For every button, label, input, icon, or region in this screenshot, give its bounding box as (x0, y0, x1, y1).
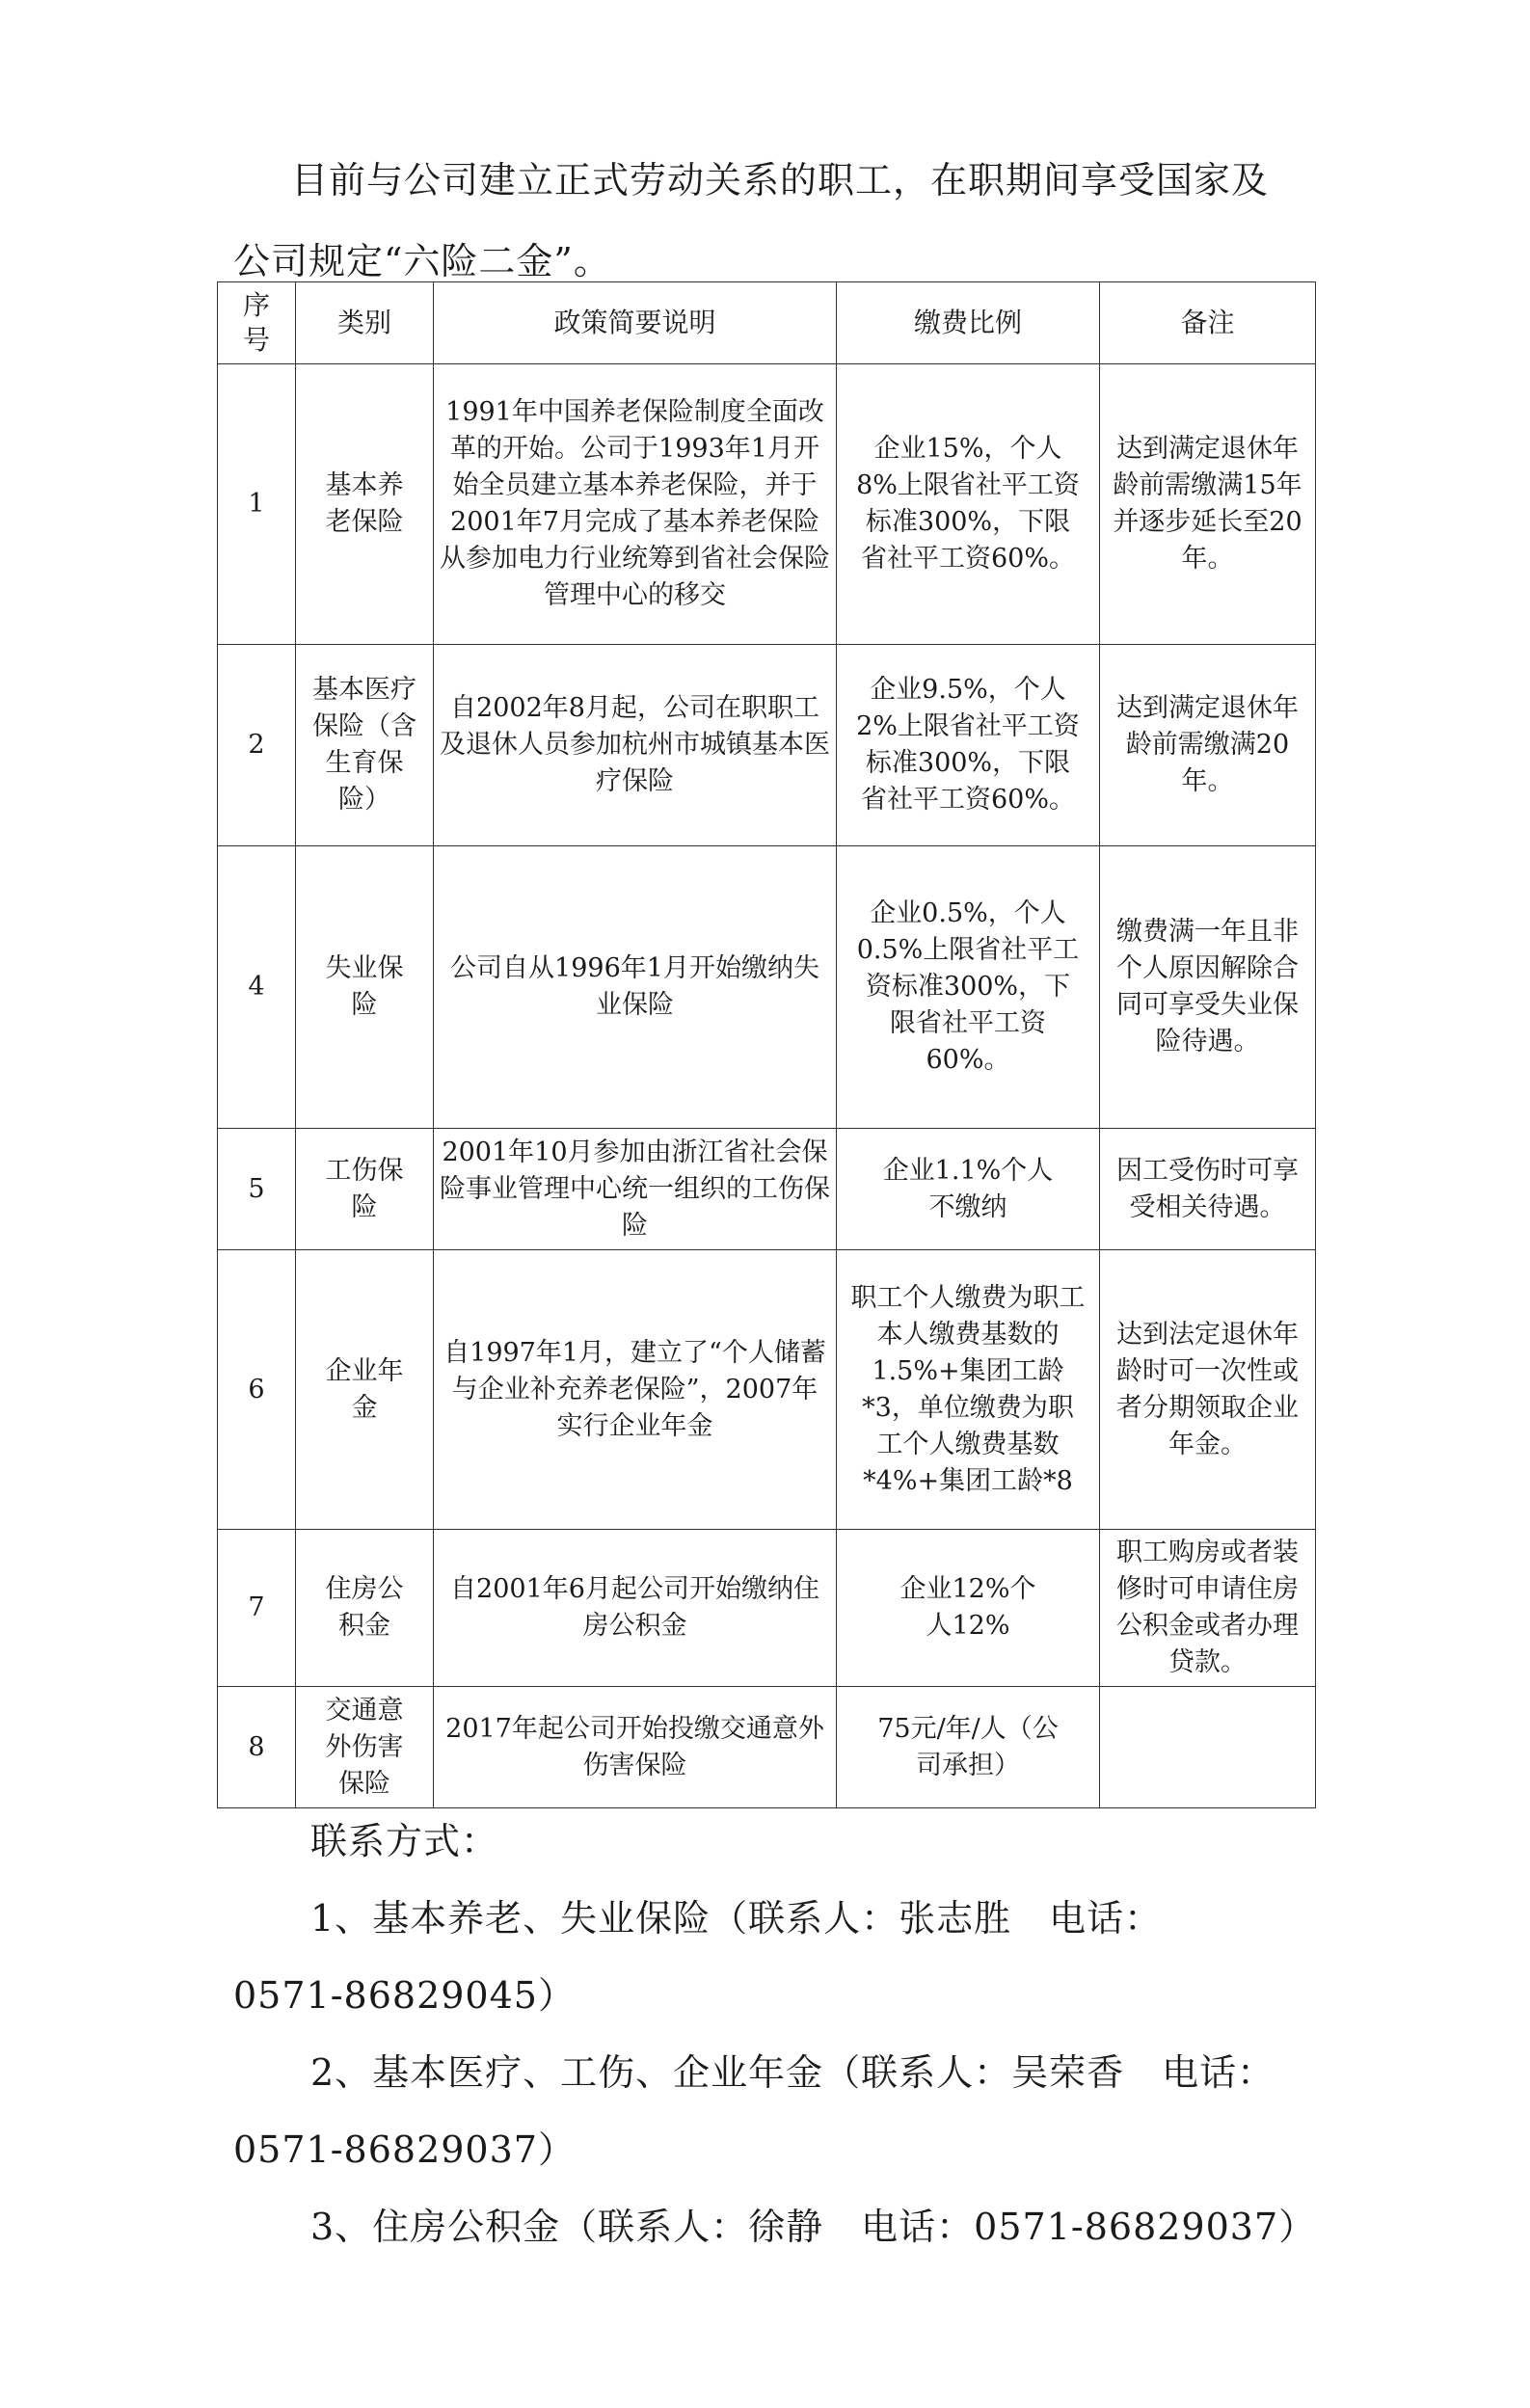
row-ratio: 企业12%个人12% (837, 1530, 1100, 1687)
contact-1-line-1: 1、基本养老、失业保险（联系人：张志胜 电话： (310, 1897, 1163, 1940)
table-row (218, 645, 1316, 846)
row-policy: 1991年中国养老保险制度全面改革的开始。公司于1993年1月开始全员建立基本养老保险，并于2001年7月完成了基本养老保险从参加电力行业统筹到省社会保险管理中心的移交 (434, 364, 837, 645)
contact-2-line-2: 0571-86829037） (233, 2128, 576, 2171)
row-note: 达到满定退休年龄前需缴满15年并逐步延长至20年。 (1100, 364, 1316, 645)
table-header-row (218, 282, 1316, 364)
row-category: 企业年金 (296, 1250, 434, 1530)
row-category: 基本医疗保险（含生育保险） (296, 645, 434, 846)
header-category: 类别 (296, 282, 434, 364)
row-category: 工伤保险 (296, 1129, 434, 1250)
row-policy: 自1997年1月，建立了“个人储蓄与企业补充养老保险”，2007年实行企业年金 (434, 1250, 837, 1530)
intro-paragraph (233, 140, 1313, 302)
row-ratio: 企业15%，个人8%上限省社平工资标准300%，下限省社平工资60%。 (837, 364, 1100, 645)
row-policy: 自2001年6月起公司开始缴纳住房公积金 (434, 1530, 837, 1687)
row-category: 交通意外伤害保险 (296, 1687, 434, 1808)
row-category: 住房公积金 (296, 1530, 434, 1687)
table-row (218, 364, 1316, 645)
contact-title: 联系方式： (310, 1820, 499, 1862)
contact-2-line-1: 2、基本医疗、工伤、企业年金（联系人：吴荣香 电话： (310, 2051, 1275, 2094)
row-no: 6 (218, 1250, 296, 1530)
row-category: 基本养老保险 (296, 364, 434, 645)
row-policy: 公司自从1996年1月开始缴纳失业保险 (434, 846, 837, 1129)
contact-3: 3、住房公积金（联系人：徐静 电话：0571-86829037） (310, 2206, 1317, 2248)
header-note: 备注 (1100, 282, 1316, 364)
row-no: 1 (218, 364, 296, 645)
row-note (1100, 1687, 1316, 1808)
row-ratio: 职工个人缴费为职工本人缴费基数的1.5%+集团工龄*3，单位缴费为职工个人缴费基数*4%+集团工龄*8 (837, 1250, 1100, 1530)
header-no: 序号 (218, 282, 296, 364)
row-ratio: 企业0.5%，个人0.5%上限省社平工资标准300%，下限省社平工资60%。 (837, 846, 1100, 1129)
row-policy: 自2002年8月起，公司在职职工及退休人员参加杭州市城镇基本医疗保险 (434, 645, 837, 846)
row-note: 达到法定退休年龄时可一次性或者分期领取企业年金。 (1100, 1250, 1316, 1530)
table-row (218, 846, 1316, 1129)
table-row (218, 1530, 1316, 1687)
header-ratio: 缴费比例 (837, 282, 1100, 364)
row-ratio: 75元/年/人（公司承担） (837, 1687, 1100, 1808)
table-row (218, 1687, 1316, 1808)
row-ratio: 企业9.5%，个人2%上限省社平工资标准300%，下限省社平工资60%。 (837, 645, 1100, 846)
table-row (218, 1250, 1316, 1530)
row-no: 8 (218, 1687, 296, 1808)
row-note: 缴费满一年且非个人原因解除合同可享受失业保险待遇。 (1100, 846, 1316, 1129)
contact-1-line-2: 0571-86829045） (233, 1974, 576, 2017)
row-policy: 2017年起公司开始投缴交通意外伤害保险 (434, 1687, 837, 1808)
row-category: 失业保险 (296, 846, 434, 1129)
row-note: 职工购房或者装修时可申请住房公积金或者办理贷款。 (1100, 1530, 1316, 1687)
header-policy: 政策简要说明 (434, 282, 837, 364)
row-no: 7 (218, 1530, 296, 1687)
contact-section (233, 1803, 1317, 2265)
insurance-table (217, 281, 1316, 1808)
row-note: 因工受伤时可享受相关待遇。 (1100, 1129, 1316, 1250)
table-row (218, 1129, 1316, 1250)
row-no: 2 (218, 645, 296, 846)
intro-line-1: 目前与公司建立正式劳动关系的职工，在职期间享受国家及 (291, 159, 1270, 201)
row-no: 4 (218, 846, 296, 1129)
row-no: 5 (218, 1129, 296, 1250)
row-note: 达到满定退休年龄前需缴满20年。 (1100, 645, 1316, 846)
row-ratio: 企业1.1%个人不缴纳 (837, 1129, 1100, 1250)
intro-line-2: 公司规定“六险二金”。 (233, 240, 611, 282)
row-policy: 2001年10月参加由浙江省社会保险事业管理中心统一组织的工伤保险 (434, 1129, 837, 1250)
